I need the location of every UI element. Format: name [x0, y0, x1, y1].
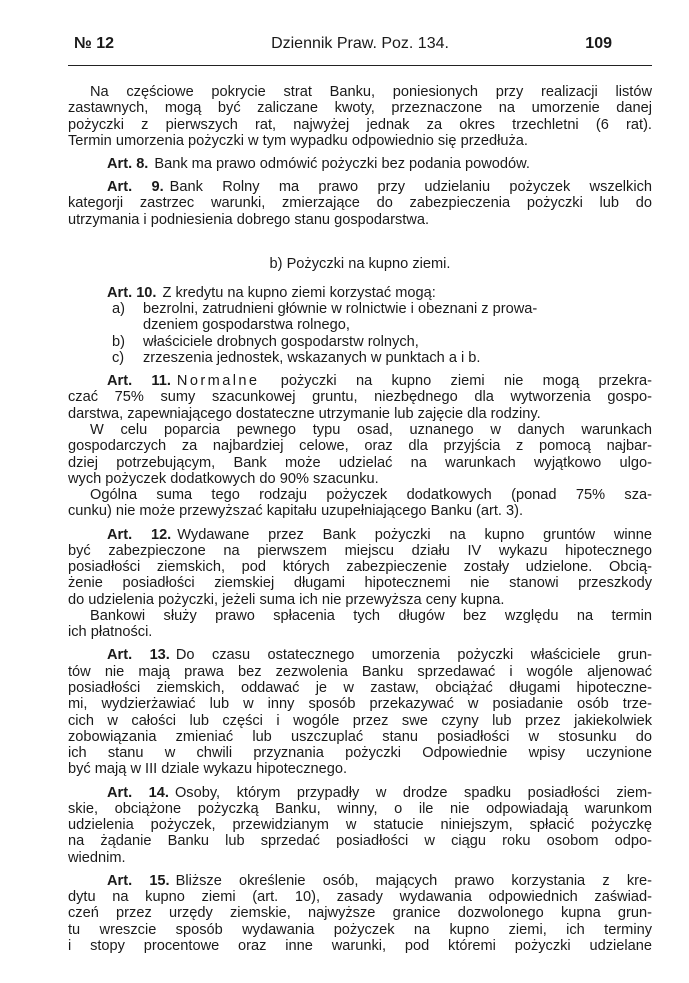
line-text: Termin umorzenia pożyczki w tym wypadku odpowiednio się przedłuża.	[68, 132, 528, 149]
text-line	[68, 801, 652, 817]
article-8	[68, 785, 652, 866]
article-label: Art. 13.	[107, 647, 170, 664]
text-line	[68, 406, 652, 422]
line-text: czeń przez urzędy ziemskie, najwyższe granice dozwolonego kupna grun-	[68, 905, 652, 922]
list-item-text: właściciele drobnych gospodarstw rolnych,	[143, 333, 419, 350]
header-rule	[68, 65, 652, 66]
line-text: Bliższe określenie osób, mających prawo korzystania z kre-	[175, 872, 652, 889]
list-item-text: zrzeszenia jednostek, wskazanych w punktach a i b.	[143, 349, 481, 366]
text-line	[68, 212, 652, 228]
line-text: Z kredytu na kupno ziemi korzystać mogą:	[162, 284, 436, 301]
page-header	[68, 35, 652, 57]
text-line	[68, 624, 652, 640]
text-line	[68, 373, 652, 389]
text-line	[68, 471, 652, 487]
issue-number: № 12	[74, 35, 115, 52]
text-line	[68, 873, 652, 889]
section-heading: b) Pożyczki na kupno ziemi.	[269, 256, 451, 273]
text-line	[68, 133, 652, 149]
line-text: Bank Rolny ma prawo przy udzielaniu pożyczek wszelkich	[169, 179, 653, 196]
line-text: ich stanu w chwili przyznania pożyczki Odpowiednie wpisy uczynione	[68, 745, 652, 762]
text-line	[68, 422, 652, 438]
text-line	[68, 729, 652, 745]
text-line	[68, 285, 652, 301]
text-line	[68, 664, 652, 680]
line-text: gospodarczych za najbardziej celowe, oraz dla przyjścia z pomocą najbar-	[68, 438, 652, 455]
line-text: cunku) nie może przewyższać kapitału uzupełniającego Banku (art. 3).	[68, 503, 524, 520]
text-line	[68, 156, 652, 172]
text-line	[68, 745, 652, 761]
line-text: Wydawane przez Bank pożyczki na kupno gruntów winne	[177, 526, 652, 543]
line-text: skie, obciążone pożyczką Banku, winny, o ile nie odpowiadają warunkom	[68, 800, 652, 817]
text-line	[68, 438, 652, 454]
line-text: utrzymania i podniesienia dobrego stanu gospodarstwa.	[68, 211, 430, 228]
text-line	[68, 680, 652, 696]
journal-title: Dziennik Praw. Poz. 134.	[271, 35, 449, 52]
line-text: posiadłości ziemskich, pod których zabezpieczenie zostały udzielone. Obcią-	[68, 559, 652, 576]
text-line	[68, 647, 652, 663]
line-text: Na częściowe pokrycie strat Banku, poniesionych przy realizacji listów	[90, 84, 652, 100]
text-line	[68, 713, 652, 729]
text-line	[68, 922, 652, 938]
line-text: Do czasu ostatecznego umorzenia pożyczki właściciele grun-	[175, 647, 652, 664]
line-text: W celu poparcia pewnego typu osad, uznanego w danych warunkach	[90, 421, 652, 438]
line-text: na żądanie Banku lub sprzedać posiadłości w ciągu roku osobom odpo-	[68, 833, 652, 850]
text-line	[68, 487, 652, 503]
text-line	[68, 527, 652, 543]
article-4	[68, 285, 652, 366]
line-text: udzielenia pożyczek, przewidzianym w statucie niniejszym, spłacić pożyczkę	[68, 817, 652, 834]
line-text: zobowiązania zmieniać lub uszczuplać stanu posiadłości w stosunku do	[68, 728, 652, 745]
text-line	[68, 100, 652, 116]
line-text: Ogólna suma tego rodzaju pożyczek dodatkowych (ponad 75% sza-	[90, 487, 652, 504]
emphasized-word: Normalne	[176, 373, 260, 390]
line-text: ich płatności.	[68, 624, 153, 641]
article-label: Art. 10.	[107, 284, 157, 301]
line-text: darstwa, zapewniającego dostateczne utrzymanie lub zajęcie dla rodziny.	[68, 405, 541, 422]
line-text: do udzielenia pożyczki, jeżeli suma ich nie przewyższa ceny kupna.	[68, 591, 505, 608]
text-line	[68, 117, 652, 133]
line-text: wych pożyczek dodatkowych do 90% szacunku.	[68, 470, 379, 487]
page-number: 109	[585, 35, 612, 52]
list-item	[68, 334, 652, 350]
line-text: dziej potrzebującym, Bank może udzielać na warunkach wyjątkowo ulgo-	[68, 454, 652, 471]
list-item-text: bezrolni, zatrudnieni głównie w rolnictwie i obeznani z prowa-	[143, 301, 538, 318]
line-text: czać 75% sumy szacunkowej gruntu, niezbędnego dla wytworzenia gospo-	[68, 389, 652, 406]
list-item	[68, 350, 652, 366]
line-text: mi, wydzierżawiać lub w inny sposób przekazywać w posiadanie osób trze-	[68, 696, 652, 713]
line-text: wiednim.	[68, 849, 126, 866]
line-text: pożyczki z pierwszych rat, najwyżej jednak za okres trzechletni (6 rat).	[68, 116, 652, 133]
line-text: kategorji zastrzec warunki, zmierzające do zabezpieczenia pożyczki lub do	[68, 195, 652, 212]
article-9	[68, 873, 652, 954]
text-line	[68, 889, 652, 905]
text-line	[68, 84, 652, 100]
article-0	[68, 84, 652, 149]
text-line	[68, 195, 652, 211]
line-text: Osoby, którym przypadły w drodze spadku posiadłości ziem-	[174, 784, 652, 801]
text-line	[68, 592, 652, 608]
line-text: Bank ma prawo odmówić pożyczki bez podania powodów.	[154, 155, 530, 172]
document-body	[68, 84, 652, 954]
article-2	[68, 179, 652, 228]
article-6	[68, 527, 652, 641]
text-line	[68, 938, 652, 954]
article-7	[68, 647, 652, 777]
text-line	[68, 696, 652, 712]
list-item-label: b)	[112, 333, 125, 350]
article-5	[68, 373, 652, 520]
text-line	[68, 761, 652, 777]
article-label: Art. 14.	[107, 784, 169, 801]
text-line	[68, 503, 652, 519]
text-line	[68, 833, 652, 849]
text-line	[68, 850, 652, 866]
line-text: Bankowi służy prawo spłacenia tych długów bez względu na termin	[90, 608, 652, 624]
article-label: Art. 9.	[107, 179, 164, 196]
line-text: żenie posiadłości ziemskiej długami hipotecznemi nie stanowi przeszkody	[68, 575, 652, 592]
line-text: tu wreszcie sposób wydawania pożyczek na kupno ziemi, ich terminy	[68, 921, 652, 938]
line-text: tów nie mają prawa bez zezwolenia Banku sprzedawać i wogóle aljenować	[68, 663, 652, 680]
article-label: Art. 12.	[107, 526, 172, 543]
text-line	[68, 389, 652, 405]
list-item-text: dzeniem gospodarstwa rolnego,	[143, 317, 350, 334]
line-text: pożyczki na kupno ziemi nie mogą przekra-	[280, 373, 653, 390]
text-line	[68, 559, 652, 575]
line-text: posiadłości ziemskich, oddawać je w zastaw, obciążać długami hipoteczne-	[68, 679, 652, 696]
article-1	[68, 156, 652, 172]
text-line	[68, 817, 652, 833]
article-label: Art. 8.	[107, 155, 149, 172]
text-line	[68, 455, 652, 471]
line-text: cich w całości lub części i wogóle przez swe czyny lub przez jakiekolwiek	[68, 712, 652, 729]
list-item	[68, 301, 652, 334]
line-text: i stopy procentowe oraz inne warunki, pod któremi pożyczki udzielane	[68, 938, 652, 955]
line-text: dytu na kupno ziemi (art. 10), zasady wydawania odpowiednich zaświad-	[68, 889, 652, 906]
text-line	[68, 543, 652, 559]
line-text: być mają w III dziale wykazu hipotecznego.	[68, 761, 348, 778]
article-label: Art. 15.	[107, 872, 170, 889]
line-text: być zabezpieczone na pierwszem miejscu działu IV wykazu hipotecznego	[68, 542, 652, 559]
list-item-label: a)	[112, 301, 125, 318]
text-line	[68, 905, 652, 921]
text-line	[68, 608, 652, 624]
text-line	[68, 179, 652, 195]
text-line	[68, 575, 652, 591]
text-line	[68, 785, 652, 801]
list-item-label: c)	[112, 349, 125, 366]
article-label: Art. 11.	[107, 373, 171, 390]
line-text: zastawnych, mogą być zaliczane kwoty, przeznaczone na umorzenie danej	[68, 100, 652, 117]
